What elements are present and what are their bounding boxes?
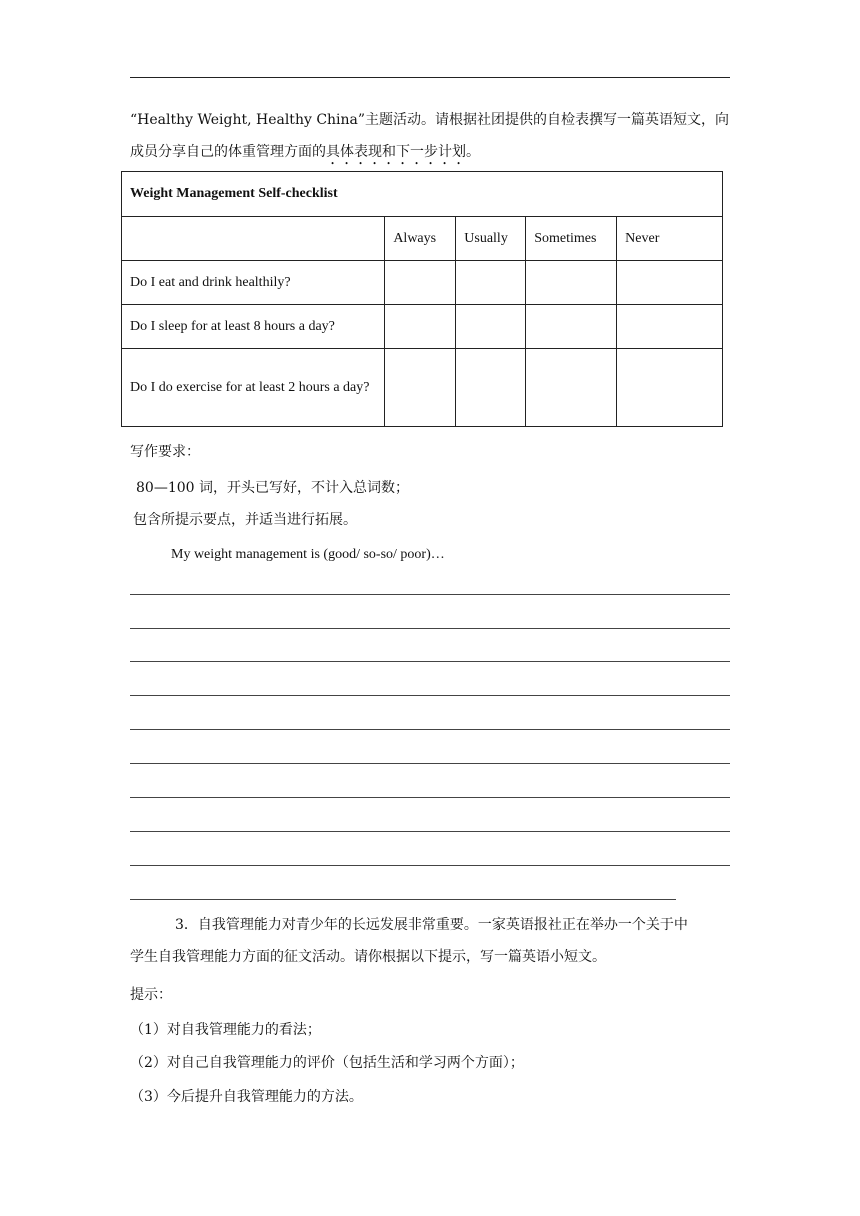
answer-line[interactable]: [130, 729, 730, 730]
header-blank-cell: [122, 217, 385, 261]
check-cell[interactable]: [617, 305, 723, 349]
hint-label: 提示：: [130, 987, 172, 1003]
question-exercise: Do I do exercise for at least 2 hours a day?: [122, 349, 385, 427]
essay-opening: My weight management is (good/ so-so/ poor)…: [171, 547, 445, 562]
table-header-row: [122, 217, 723, 261]
check-cell[interactable]: [526, 305, 617, 349]
question-eat-drink: Do I eat and drink healthily?: [122, 261, 385, 305]
question-3-line-1: 3．自我管理能力对青少年的长远发展非常重要。一家英语报社正在举办一个关于中: [175, 917, 688, 933]
table-title: Weight Management Self-checklist: [122, 172, 723, 217]
answer-line[interactable]: [130, 763, 730, 764]
check-cell[interactable]: [385, 261, 456, 305]
column-header-usually: Usually: [456, 217, 526, 261]
header-rule: [130, 77, 730, 78]
answer-line[interactable]: [130, 594, 730, 595]
question-3-line-2: 学生自我管理能力方面的征文活动。请你根据以下提示，写一篇英语小短文。: [130, 949, 606, 965]
intro-paragraph: [130, 104, 730, 168]
question-3-paragraph: [130, 909, 730, 973]
intro-line-1: “Healthy Weight, Healthy China”主题活动。请根据社团提供的自检表撰写一篇英语短文，向: [130, 112, 730, 128]
column-header-always: Always: [385, 217, 456, 261]
check-cell[interactable]: [456, 349, 526, 427]
answer-line[interactable]: [130, 628, 730, 629]
answer-line[interactable]: [130, 797, 730, 798]
requirements-heading: 写作要求：: [130, 444, 200, 460]
check-cell[interactable]: [526, 349, 617, 427]
question-sleep: Do I sleep for at least 8 hours a day?: [122, 305, 385, 349]
table-row: [122, 349, 723, 427]
check-cell[interactable]: [617, 349, 723, 427]
table-row: [122, 261, 723, 305]
hint-item-3: （3）今后提升自我管理能力的方法。: [130, 1089, 363, 1105]
intro-line-2-end: 。: [466, 144, 480, 160]
table-row: [122, 305, 723, 349]
check-cell[interactable]: [526, 261, 617, 305]
self-checklist-table: [121, 171, 723, 427]
answer-line[interactable]: [130, 865, 730, 866]
check-cell[interactable]: [385, 305, 456, 349]
check-cell[interactable]: [617, 261, 723, 305]
intro-line-2-start: 成员分享自己的体重管理方面的: [130, 144, 326, 160]
answer-line[interactable]: [130, 899, 676, 900]
hint-item-2: （2）对自己自我管理能力的评价（包括生活和学习两个方面）；: [130, 1055, 524, 1071]
check-cell[interactable]: [456, 261, 526, 305]
column-header-sometimes: Sometimes: [526, 217, 617, 261]
requirement-points: 包含所提示要点，并适当进行拓展。: [133, 512, 357, 528]
answer-line[interactable]: [130, 661, 730, 662]
column-header-never: Never: [617, 217, 723, 261]
answer-line[interactable]: [130, 831, 730, 832]
hint-item-1: （1）对自我管理能力的看法；: [130, 1022, 321, 1038]
intro-line-2-emphasis: 具体表现和下一步计划: [326, 144, 466, 160]
requirement-word-count: 80—100 词，开头已写好，不计入总词数；: [136, 480, 409, 496]
check-cell[interactable]: [385, 349, 456, 427]
check-cell[interactable]: [456, 305, 526, 349]
answer-line[interactable]: [130, 695, 730, 696]
